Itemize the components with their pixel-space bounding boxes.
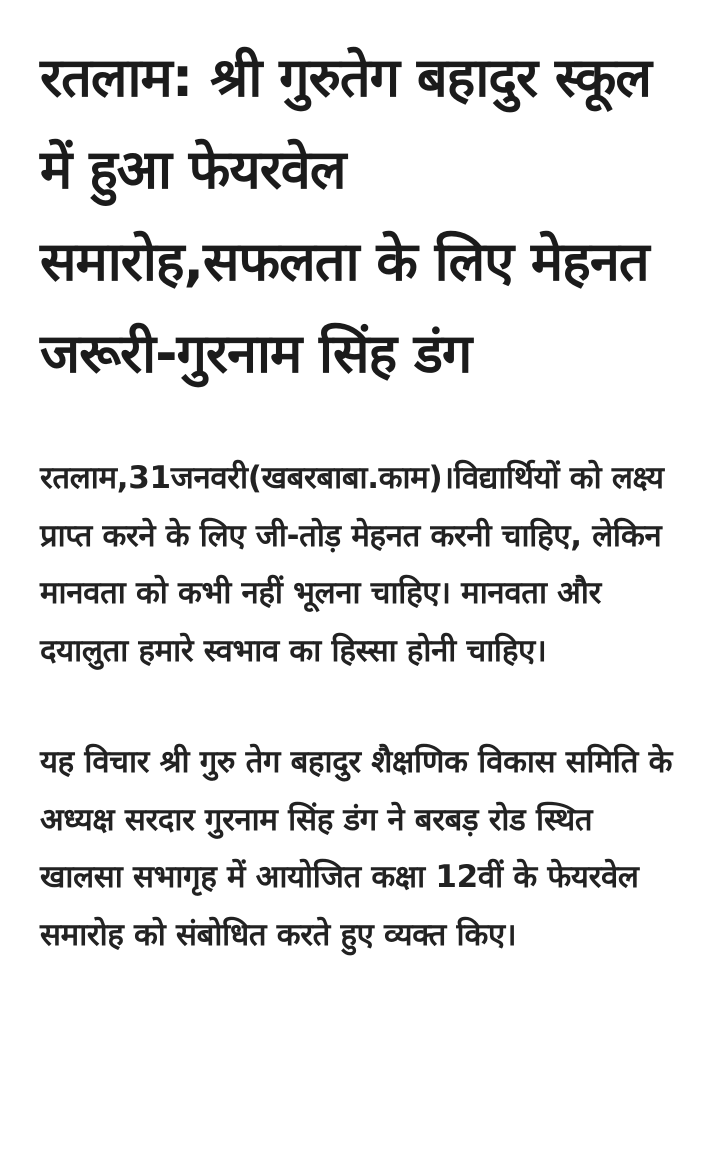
article-headline: रतलाम: श्री गुरुतेग बहादुर स्कूल में हुआ फेयरवेल समारोह,सफलता के लिए मेहनत जरूरी-गुरनाम सिंह डंग	[40, 46, 651, 385]
article-paragraph-quote-attribution: यह विचार श्री गुरु तेग बहादुर शैक्षणिक विकास समिति के अध्यक्ष सरदार गुरनाम सिंह डंग ने बरबड़ रोड स्थित खालसा सभागृह में आयोजित कक्षा 12वीं के फेयरवेल समारोह को संबोधित करते हुए व्यक्त किए।	[40, 744, 673, 953]
article-paragraph-intro: रतलाम,31जनवरी(खबरबाबा.काम)।विद्यार्थियों को लक्ष्य प्राप्त करने के लिए जी-तोड़ मेहनत करनी चाहिए, लेकिन मानवता को कभी नहीं भूलना चाहिए। मानवता और दयालुता हमारे स्वभाव का हिस्सा होनी चाहिए।	[40, 460, 664, 669]
